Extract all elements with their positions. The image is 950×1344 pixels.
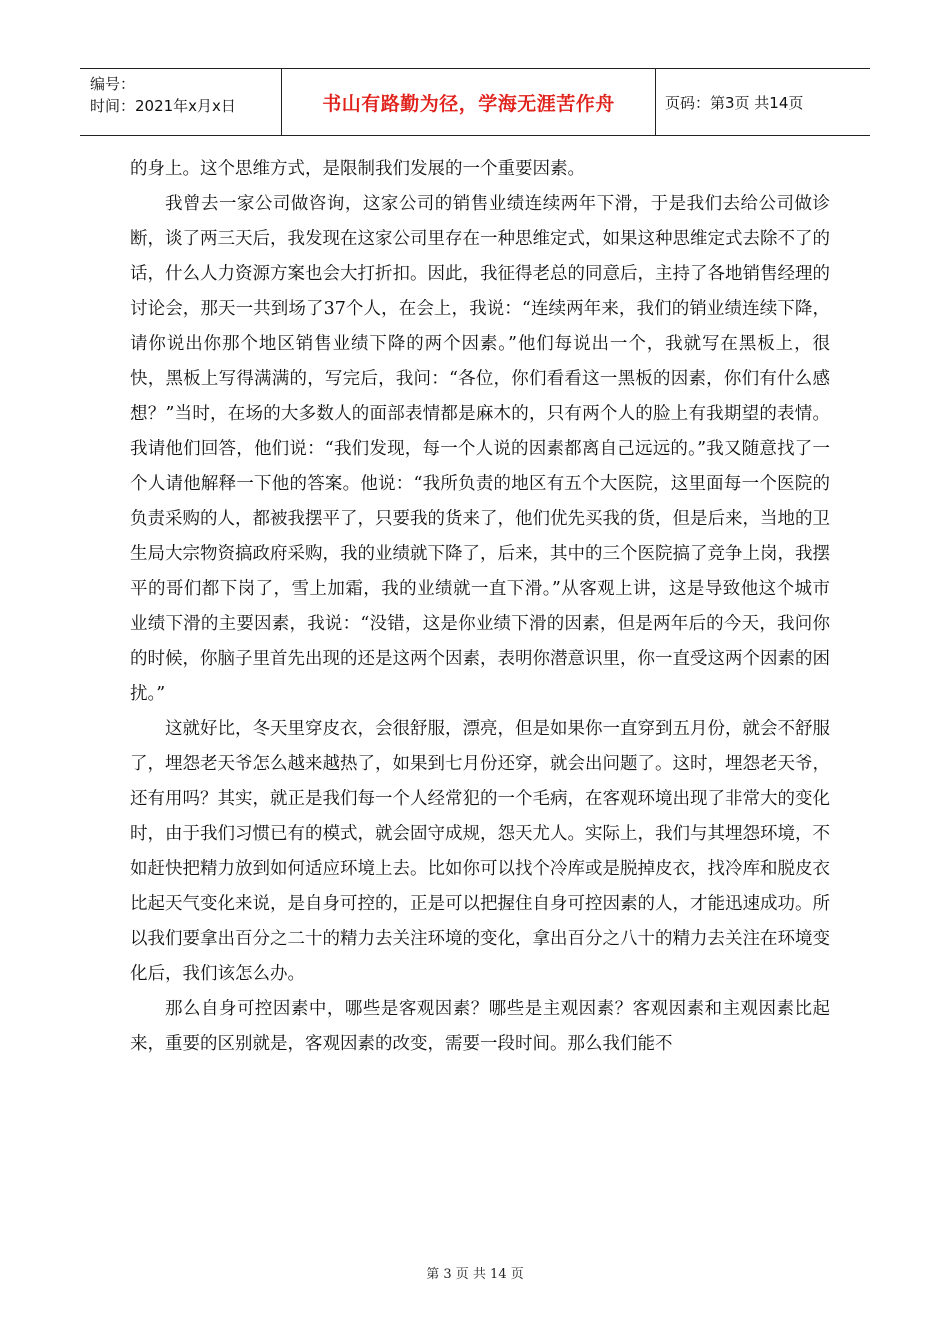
paragraph: 那么自身可控因素中，哪些是客观因素？哪些是主观因素？客观因素和主观因素比起来，重要的区别就是，客观因素的改变，需要一段时间。那么我们能不 xyxy=(130,999,830,1054)
header-motto: 书山有路勤为径，学海无涯苦作舟 xyxy=(322,92,615,115)
header-page-info: 页码：第3页 共14页 xyxy=(665,93,804,112)
header-page-cell xyxy=(656,69,870,135)
header-meta-cell xyxy=(80,69,282,135)
page-footer: 第 3 页 共 14 页 xyxy=(426,1267,524,1282)
document-body xyxy=(130,152,830,1062)
document-date-label: 时间：2021年x月x日 xyxy=(90,97,236,115)
document-number-label: 编号： xyxy=(90,75,136,93)
paragraph-continued: 的身上。这个思维方式，是限制我们发展的一个重要因素。 xyxy=(130,159,585,179)
header-motto-cell xyxy=(282,69,656,135)
paragraph: 这就好比，冬天里穿皮衣，会很舒服，漂亮，但是如果你一直穿到五月份，就会不舒服了，埋怨老天爷怎么越来越热了，如果到七月份还穿，就会出问题了。这时，埋怨老天爷，还有用吗？其实，就正是我们每一个人经常犯的一个毛病，在客观环境出现了非常大的变化时，由于我们习惯已有的模式，就会固守成规，怨天尤人。实际上，我们与其埋怨环境，不如赶快把精力放到如何适应环境上去。比如你可以找个冷库或是脱掉皮衣，找冷库和脱皮衣比起天气变化来说，是自身可控的，正是可以把握住自身可控因素的人，才能迅速成功。所以我们要拿出百分之二十的精力去关注环境的变化，拿出百分之八十的精力去关注在环境变化后，我们该怎么办。 xyxy=(130,719,830,984)
paragraph: 我曾去一家公司做咨询，这家公司的销售业绩连续两年下滑，于是我们去给公司做诊断，谈了两三天后，我发现在这家公司里存在一种思维定式，如果这种思维定式去除不了的话，什么人力资源方案也会大打折扣。因此，我征得老总的同意后，主持了各地销售经理的讨论会，那天一共到场了37个人，在会上，我说：“连续两年来，我们的销业绩连续下降，请你说出你那个地区销售业绩下降的两个因素。”他们每说出一个，我就写在黑板上，很快，黑板上写得满满的，写完后，我问：“各位，你们看看这一黑板的因素，你们有什么感想？”当时，在场的大多数人的面部表情都是麻木的，只有两个人的脸上有我期望的表情。我请他们回答，他们说：“我们发现，每一个人说的因素都离自己远远的。”我又随意找了一个人请他解释一下他的答案。他说：“我所负责的地区有五个大医院，这里面每一个医院的负责采购的人，都被我摆平了，只要我的货来了，他们优先买我的货，但是后来，当地的卫生局大宗物资搞政府采购，我的业绩就下降了，后来，其中的三个医院搞了竞争上岗，我摆平的哥们都下岗了，雪上加霜，我的业绩就一直下滑。”从客观上讲，这是导致他这个城市业绩下滑的主要因素，我说：“没错，这是你业绩下滑的因素，但是两年后的今天，我问你的时候，你脑子里首先出现的还是这两个因素，表明你潜意识里，你一直受这两个因素的困扰。” xyxy=(130,194,830,704)
document-header xyxy=(80,68,870,136)
